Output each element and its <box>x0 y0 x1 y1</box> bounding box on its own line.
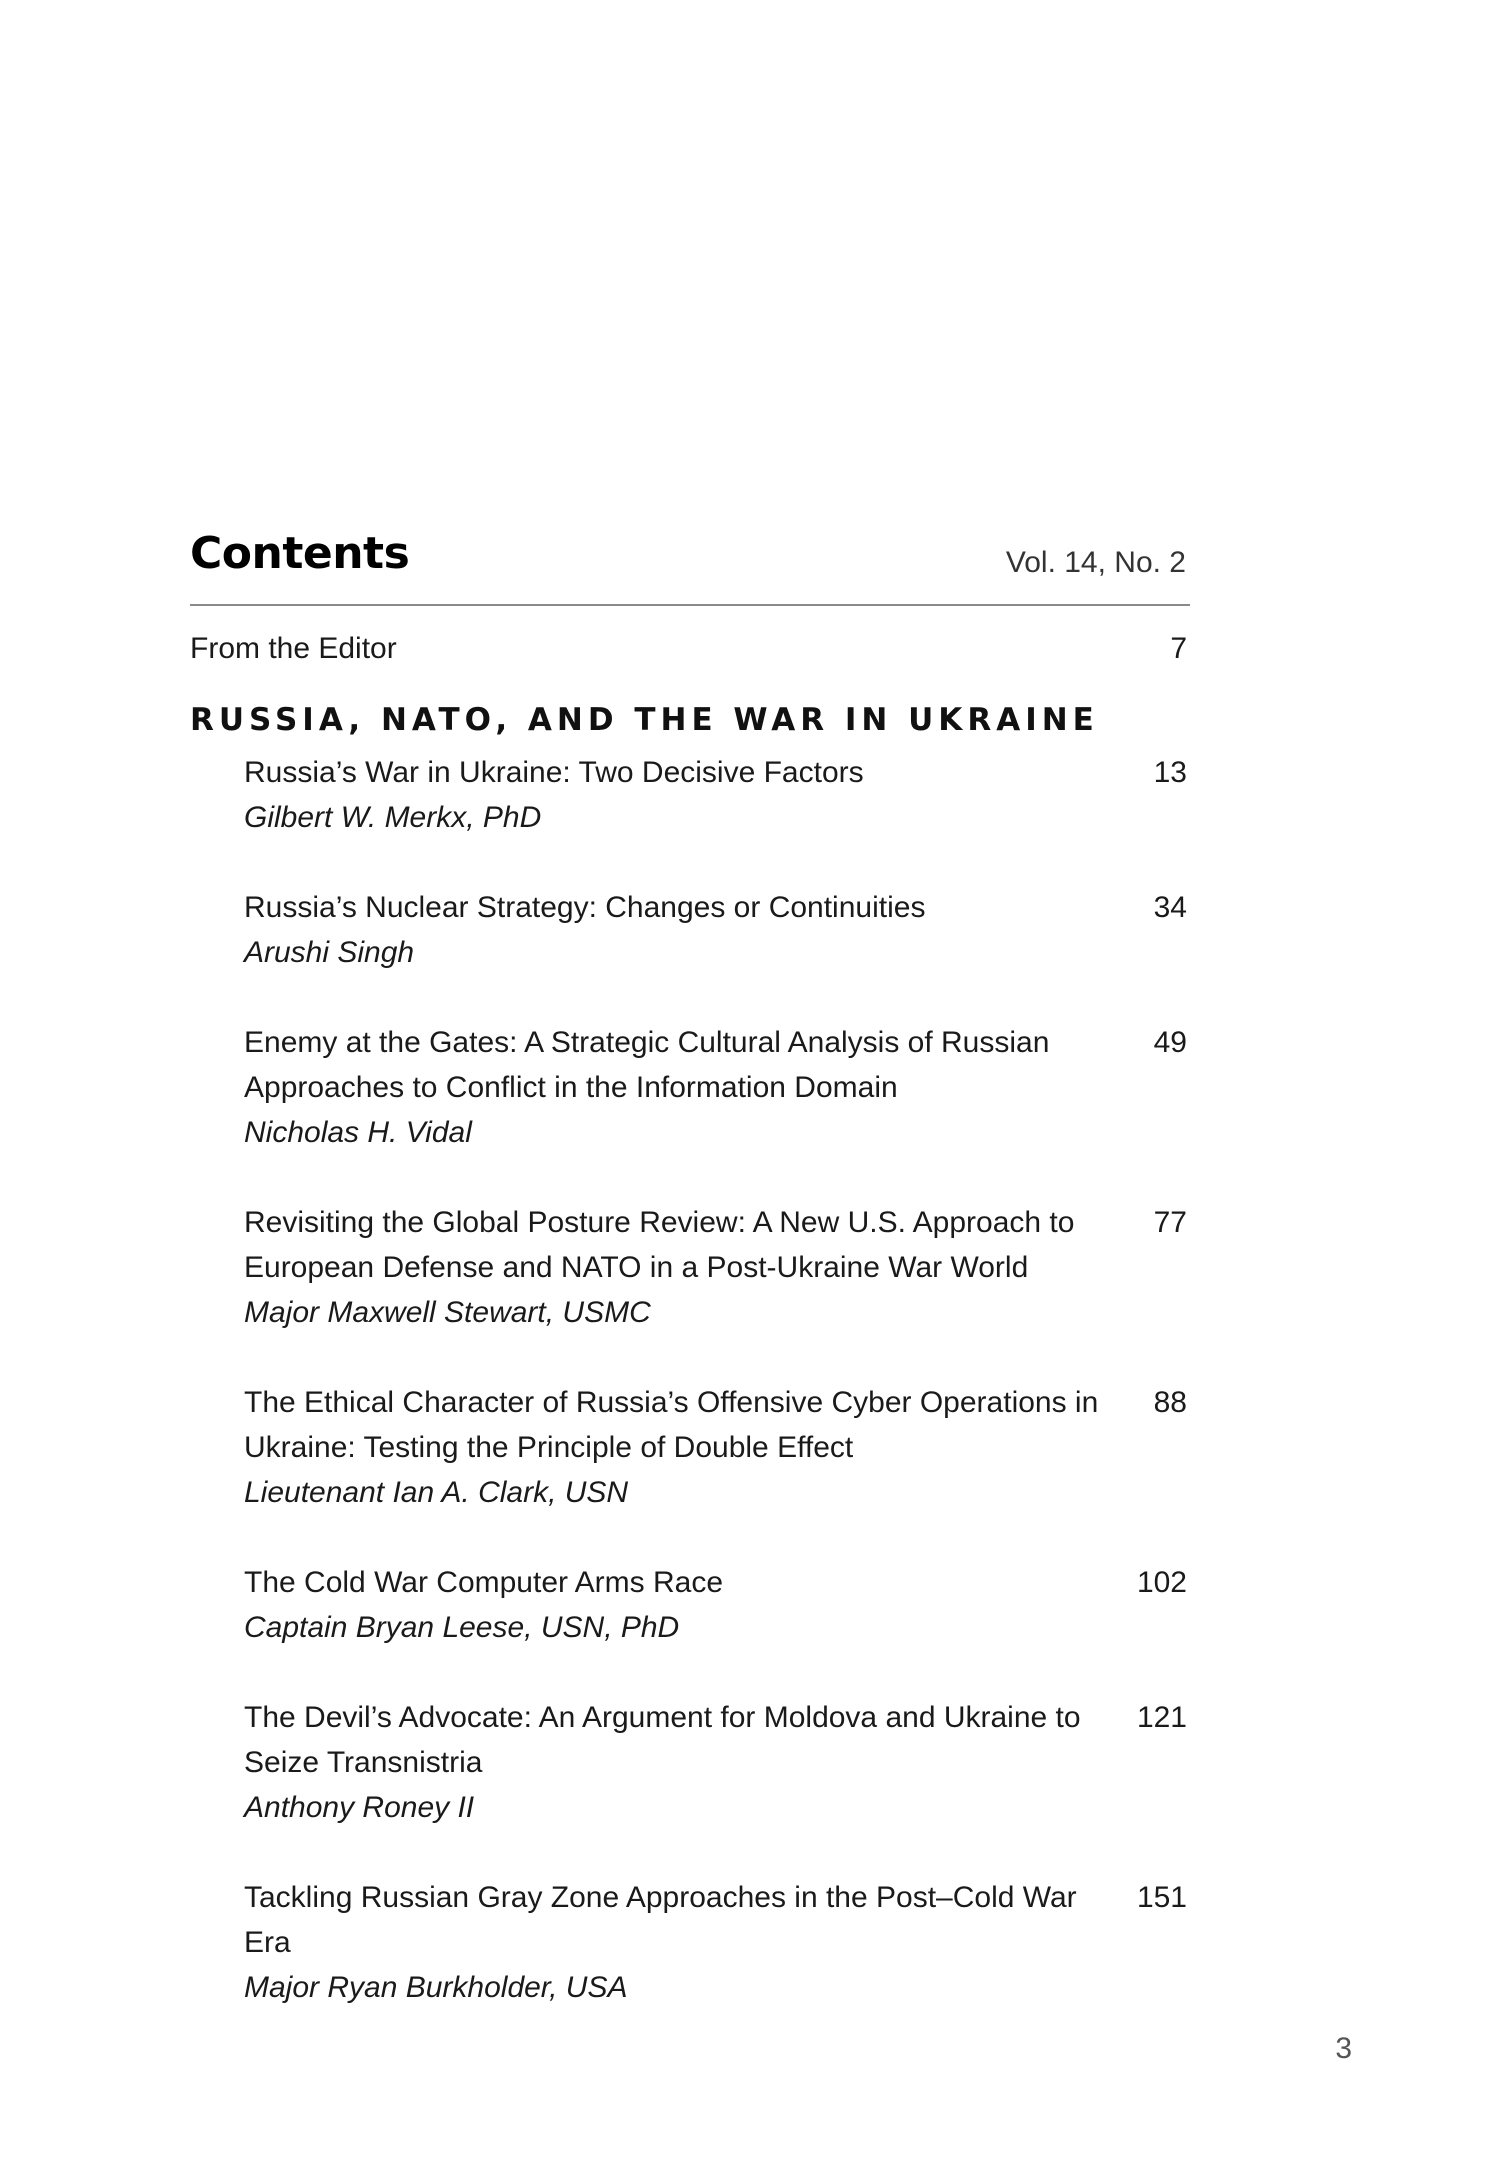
entry-title: The Ethical Character of Russia’s Offensive Cyber Operations in Ukraine: Testing the Principle of Double Effect <box>244 1386 1099 1464</box>
entry-title: Revisiting the Global Posture Review: A New U.S. Approach to European Defense and NATO in a Post-Ukraine War World <box>244 1206 1075 1284</box>
entry-page-number: 34 <box>1153 891 1187 924</box>
page-number: 3 <box>1335 2032 1352 2065</box>
entry-author: Arushi Singh <box>244 936 415 969</box>
entry-page-number: 151 <box>1136 1881 1187 1914</box>
page-title: Contents <box>190 528 410 579</box>
entry-title: From the Editor <box>190 632 397 665</box>
entry-author: Gilbert W. Merkx, PhD <box>244 801 542 834</box>
toc-entry[interactable] <box>244 885 1190 975</box>
toc-entry-from-the-editor[interactable] <box>190 632 1190 676</box>
entry-page-number: 77 <box>1153 1206 1187 1239</box>
entry-page-number: 121 <box>1136 1701 1187 1734</box>
entry-title: The Cold War Computer Arms Race <box>244 1566 724 1599</box>
contents-header <box>190 528 1190 606</box>
volume-label: Vol. 14, No. 2 <box>1005 546 1186 579</box>
entry-title: Russia’s War in Ukraine: Two Decisive Factors <box>244 756 864 789</box>
entry-author: Major Maxwell Stewart, USMC <box>244 1296 651 1329</box>
entry-title: Russia’s Nuclear Strategy: Changes or Continuities <box>244 891 926 924</box>
entry-author: Captain Bryan Leese, USN, PhD <box>244 1611 680 1644</box>
toc-entry[interactable] <box>244 750 1190 840</box>
section-heading: RUSSIA, NATO, AND THE WAR IN UKRAINE <box>190 702 1099 738</box>
toc-entry[interactable] <box>244 1020 1190 1155</box>
entry-author: Major Ryan Burkholder, USA <box>244 1971 628 2004</box>
entry-author: Anthony Roney II <box>244 1791 475 1824</box>
entry-author: Lieutenant Ian A. Clark, USN <box>244 1476 629 1509</box>
entry-page-number: 88 <box>1153 1386 1187 1419</box>
entry-page-number: 49 <box>1153 1026 1187 1059</box>
entry-title: The Devil’s Advocate: An Argument for Moldova and Ukraine to Seize Transnistria <box>244 1701 1081 1779</box>
toc-entry[interactable] <box>244 1875 1190 2010</box>
toc-entry[interactable] <box>244 1380 1190 1515</box>
entry-title: Tackling Russian Gray Zone Approaches in the Post–Cold War Era <box>244 1881 1077 1959</box>
toc-entry[interactable] <box>244 1560 1190 1650</box>
article-list <box>244 750 1190 2055</box>
toc-entry[interactable] <box>244 1695 1190 1830</box>
entry-page-number: 7 <box>1170 632 1187 665</box>
entry-title: Enemy at the Gates: A Strategic Cultural Analysis of Russian Approaches to Conflict in the Information Domain <box>244 1026 1050 1104</box>
entry-page-number: 13 <box>1153 756 1187 789</box>
toc-entry[interactable] <box>244 1200 1190 1335</box>
entry-page-number: 102 <box>1136 1566 1187 1599</box>
entry-author: Nicholas H. Vidal <box>244 1116 472 1149</box>
